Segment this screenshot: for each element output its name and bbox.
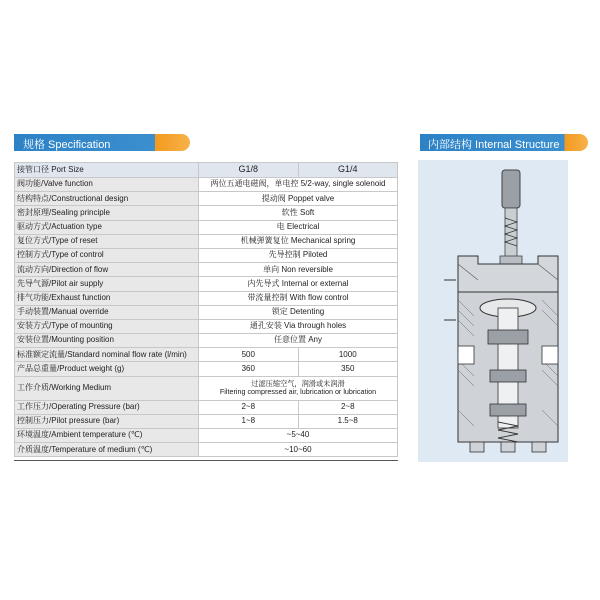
spec-label: 产品总重量/Product weight (g) [15, 362, 199, 376]
internal-structure-title: 内部结构 Internal Structure [428, 139, 560, 151]
spec-value-line-1: 过滤压缩空气，润滑或未润滑 [251, 379, 345, 389]
spec-value: 内先导式 Internal or external [199, 277, 398, 291]
spec-label: 驱动方式/Actuation type [15, 220, 199, 234]
spec-row [15, 334, 398, 348]
specification-header [14, 134, 190, 151]
spec-value: 提动阀 Poppet valve [199, 192, 398, 206]
spec-value: 软性 Soft [199, 206, 398, 220]
spec-value: G1/4 [298, 163, 398, 178]
spec-label: 工作压力/Operating Pressure (bar) [15, 400, 199, 414]
spec-row [15, 414, 398, 428]
specification-table [14, 162, 398, 457]
internal-structure-header [420, 134, 588, 151]
spec-label: 安装位置/Mounting position [15, 334, 199, 348]
spec-value: 1000 [298, 348, 398, 362]
spec-row [15, 400, 398, 414]
internal-structure-diagram [418, 160, 568, 462]
spec-value: 2~8 [298, 400, 398, 414]
spec-label: 工作介质/Working Medium [15, 376, 199, 400]
spec-label: 安装方式/Type of mounting [15, 319, 199, 333]
spec-value: 1.5~8 [298, 414, 398, 428]
spec-value: ~10~60 [199, 443, 398, 457]
spec-value-line-2: Filtering compressed air, lubrication or lubrication [219, 387, 377, 397]
spec-row [15, 178, 398, 192]
spec-label: 控制压力/Pilot pressure (bar) [15, 414, 199, 428]
spec-value: 电 Electrical [199, 220, 398, 234]
spec-value: G1/8 [199, 163, 299, 178]
spec-row [15, 206, 398, 220]
spec-value: 先导控制 Piloted [199, 248, 398, 262]
spec-label: 介质温度/Temperature of medium (℃) [15, 443, 199, 457]
spec-row [15, 362, 398, 376]
spec-value: 360 [199, 362, 299, 376]
valve-cross-section-drawing [418, 160, 568, 462]
spec-value: 带流量控制 With flow control [199, 291, 398, 305]
spec-label: 密封原理/Sealing principle [15, 206, 199, 220]
spec-value: 单向 Non reversible [199, 263, 398, 277]
spec-label: 排气功能/Exhaust function [15, 291, 199, 305]
spec-label: 控制方式/Type of control [15, 248, 199, 262]
spec-value: 任意位置 Any [199, 334, 398, 348]
spec-row [15, 291, 398, 305]
spec-label: 结构特点/Constructional design [15, 192, 199, 206]
spec-row [15, 220, 398, 234]
spec-label: 先导气源/Pilot air supply [15, 277, 199, 291]
spec-row [15, 429, 398, 443]
spec-label: 阀功能/Valve function [15, 178, 199, 192]
specification-title: 规格 Specification [23, 139, 111, 151]
spec-row [15, 348, 398, 362]
spec-value: 2~8 [199, 400, 299, 414]
spec-value: 350 [298, 362, 398, 376]
spec-label: 环境温度/Ambient temperature (℃) [15, 429, 199, 443]
spec-label: 标准额定流量/Standard nominal flow rate (l/min) [15, 348, 199, 362]
spec-row [15, 192, 398, 206]
spec-row [15, 319, 398, 333]
spec-row [15, 277, 398, 291]
spec-value: ~5~40 [199, 429, 398, 443]
spec-value: 500 [199, 348, 299, 362]
spec-value: 通孔安装 Via through holes [199, 319, 398, 333]
spec-row [15, 305, 398, 319]
spec-label: 手动装置/Manual override [15, 305, 199, 319]
spec-row [15, 163, 398, 178]
spec-value: 机械弹簧复位 Mechanical spring [199, 234, 398, 248]
spec-value: 两位五通电磁阀，单电控 5/2-way, single solenoid [199, 178, 398, 192]
spec-label: 复位方式/Type of reset [15, 234, 199, 248]
spec-value [199, 376, 398, 400]
spec-row [15, 248, 398, 262]
spec-row [15, 234, 398, 248]
spec-value: 锁定 Detenting [199, 305, 398, 319]
spec-row [15, 376, 398, 400]
table-bottom-rule [14, 460, 398, 461]
spec-row [15, 263, 398, 277]
spec-label: 接管口径 Port Size [15, 163, 199, 178]
spec-label: 流动方向/Direction of flow [15, 263, 199, 277]
spec-value: 1~8 [199, 414, 299, 428]
spec-row [15, 443, 398, 457]
